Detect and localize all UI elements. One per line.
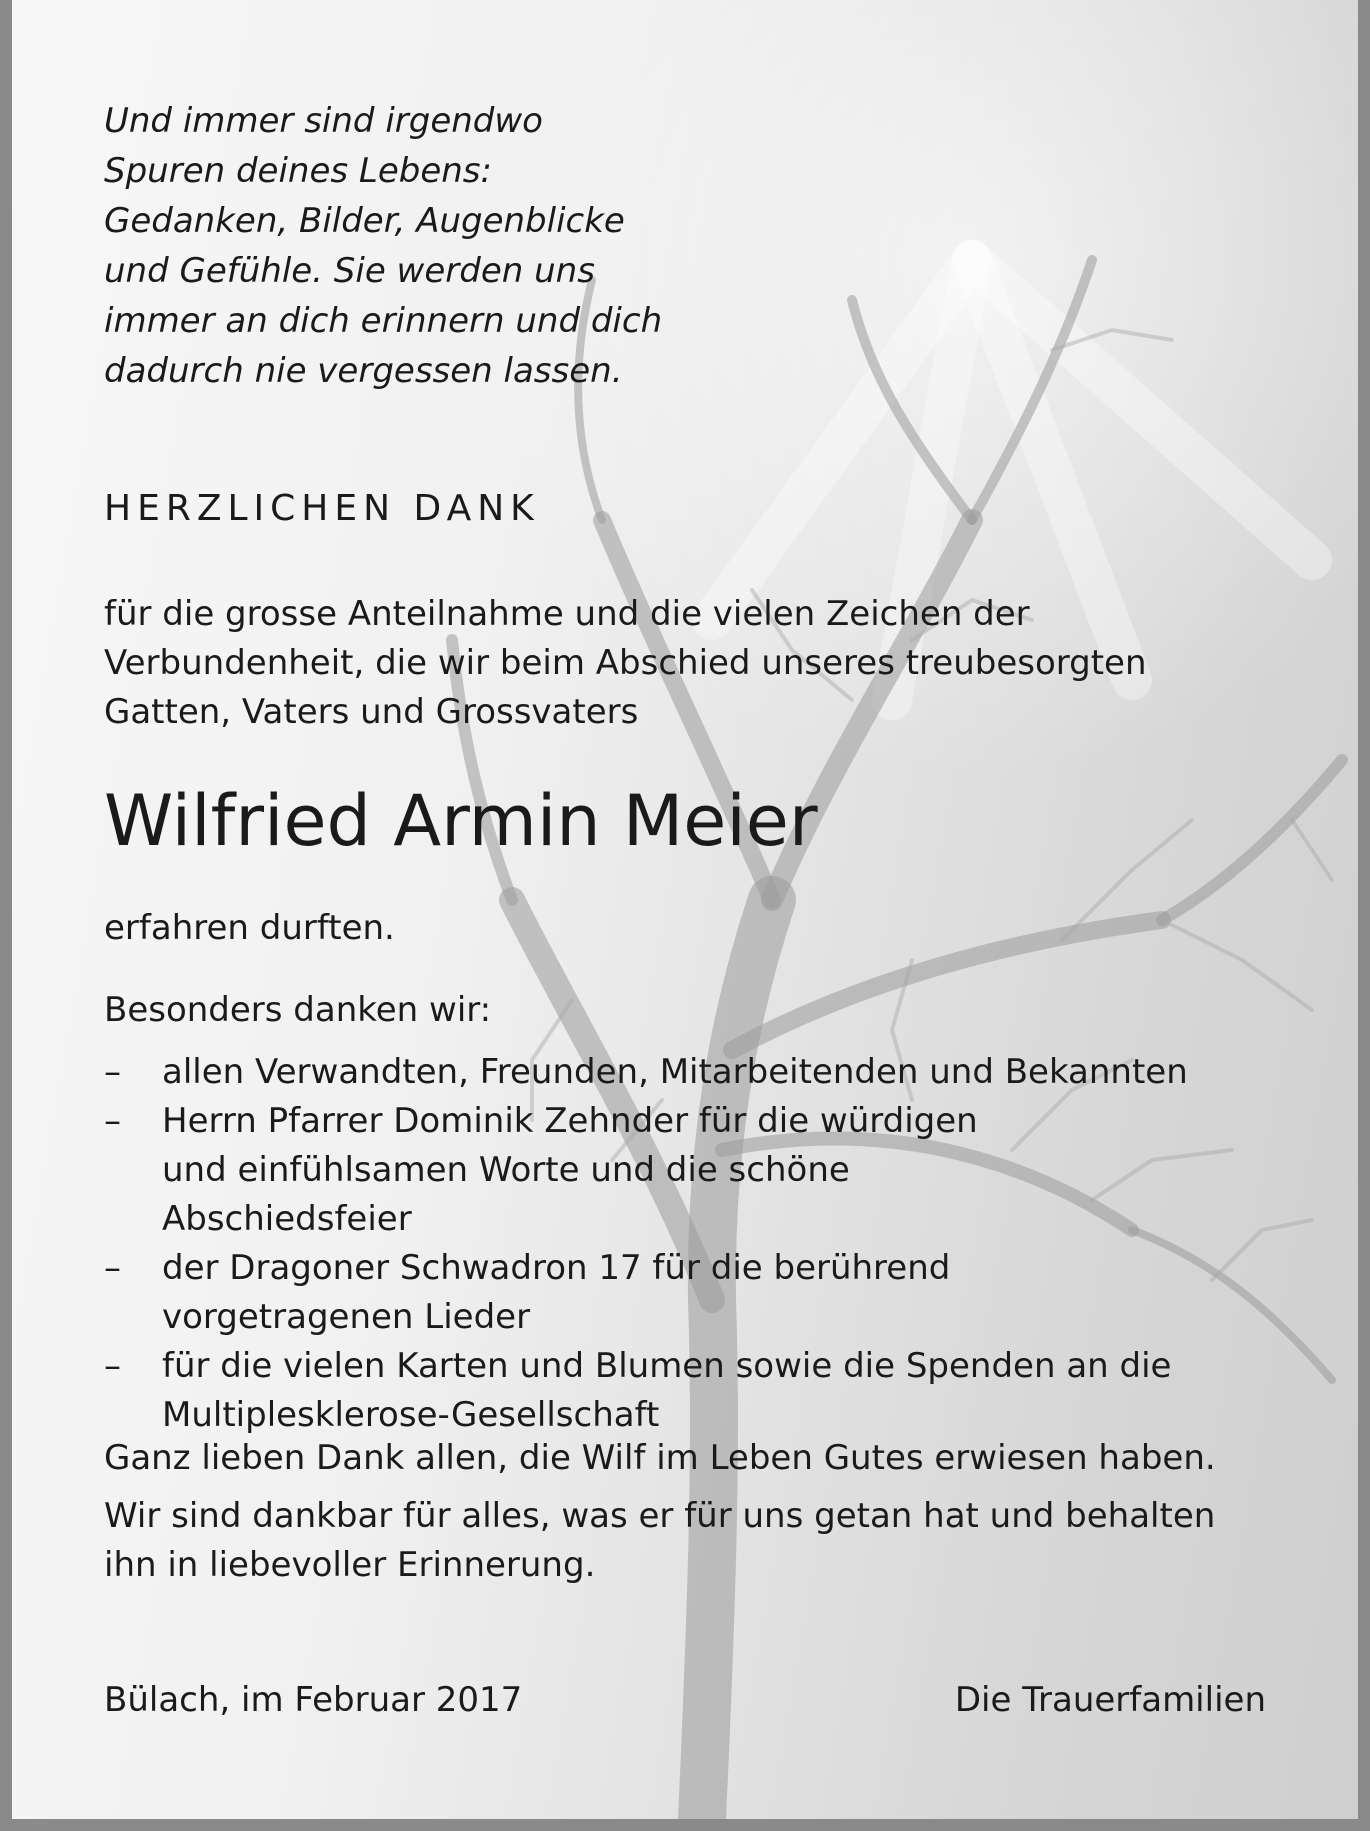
poem-line: und Gefühle. Sie werden uns — [104, 251, 595, 291]
list-dash: – — [104, 1052, 121, 1092]
list-item — [104, 1048, 1332, 1097]
place-date: Bülach, im Februar 2017 — [104, 1680, 523, 1720]
after-name-text: erfahren durften. — [104, 908, 395, 948]
list-dash: – — [104, 1101, 121, 1141]
list-item — [104, 1342, 1222, 1440]
memorial-poem — [104, 96, 662, 396]
list-dash: – — [104, 1346, 121, 1386]
list-item — [104, 1097, 1022, 1244]
special-thanks-heading: Besonders danken wir: — [104, 990, 492, 1030]
intro-line: Verbundenheit, die wir beim Abschied unseres treubesorgten — [104, 643, 1147, 683]
closing-thanks: Ganz lieben Dank allen, die Wilf im Leben Gutes erwiesen haben. — [104, 1438, 1216, 1478]
list-item — [104, 1244, 982, 1342]
thanks-list — [104, 1048, 1332, 1440]
poem-line: Spuren deines Lebens: — [104, 151, 492, 191]
signature: Die Trauerfamilien — [954, 1680, 1266, 1720]
list-item-text: für die vielen Karten und Blumen sowie die Spenden an die Multiplesklerose-Gesellschaft — [162, 1346, 1172, 1435]
intro-paragraph — [104, 590, 1147, 737]
closing-line: ihn in liebevoller Erinnerung. — [104, 1545, 596, 1585]
list-item-text: allen Verwandten, Freunden, Mitarbeitenden und Bekannten — [162, 1052, 1188, 1092]
list-dash: – — [104, 1248, 121, 1288]
poem-line: Gedanken, Bilder, Augenblicke — [104, 201, 625, 241]
thanks-heading: HERZLICHEN DANK — [104, 488, 540, 529]
list-item-text: Herrn Pfarrer Dominik Zehnder für die würdigen und einfühlsamen Worte und die schöne Abschiedsfeier — [162, 1101, 978, 1239]
poem-line: Und immer sind irgendwo — [104, 101, 543, 141]
obituary-notice — [12, 0, 1358, 1819]
poem-line: immer an dich erinnern und dich — [104, 301, 663, 341]
poem-line: dadurch nie vergessen lassen. — [104, 351, 623, 391]
intro-line: für die grosse Anteilnahme und die vielen Zeichen der — [104, 594, 1030, 634]
closing-remembrance — [104, 1492, 1215, 1590]
list-item-text: der Dragoner Schwadron 17 für die berührend vorgetragenen Lieder — [162, 1248, 951, 1337]
closing-line: Wir sind dankbar für alles, was er für uns getan hat und behalten — [104, 1496, 1216, 1536]
intro-line: Gatten, Vaters und Grossvaters — [104, 692, 639, 732]
deceased-name: Wilfried Armin Meier — [104, 780, 818, 862]
